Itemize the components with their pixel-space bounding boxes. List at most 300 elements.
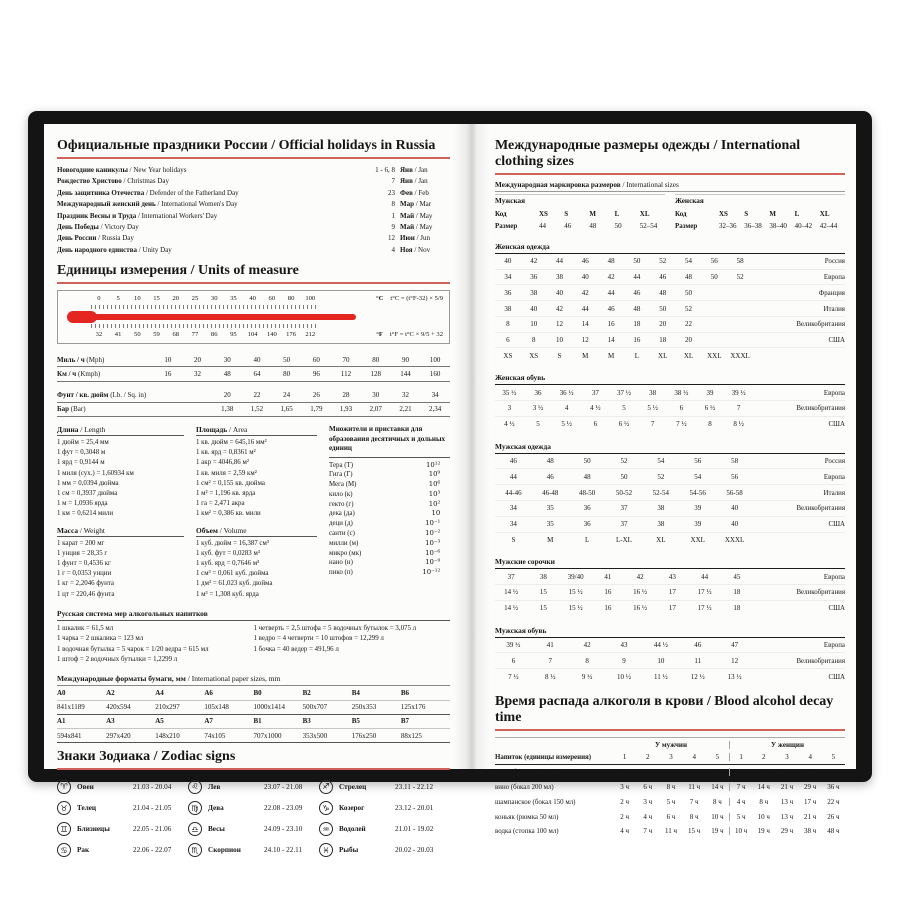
size-cell: 52 (659, 257, 667, 266)
area-volume-column (196, 425, 317, 600)
volume-header-en: / Volume (217, 525, 247, 535)
size-cell: XXXL (730, 351, 750, 360)
hours-cell: 15 ч (688, 827, 701, 836)
zodiac-sign-icon: ♐ (319, 780, 333, 794)
size-cell: 7 (548, 656, 553, 665)
size-cell: M (547, 535, 554, 544)
zodiac-item (57, 776, 188, 797)
holiday-name-en: / Victory Day (98, 223, 139, 232)
size-row (495, 485, 845, 501)
code-label: Код (495, 209, 507, 218)
red-rule (495, 173, 845, 175)
size-cell: 48-50 (578, 488, 596, 497)
zodiac-dates: 24.10 - 22.11 (264, 846, 303, 855)
size-cell: 39 (694, 520, 702, 529)
size-cell: 34 (509, 504, 517, 513)
size-row (495, 454, 845, 470)
hours-cell: 10 ч (729, 827, 752, 835)
hours-cell: 12 ч (711, 768, 724, 777)
hours-cell: 4 ч (729, 798, 752, 806)
size-cell: 58 (731, 456, 739, 465)
fahrenheit-tick: 86 (210, 331, 218, 339)
paper-sizes-header (57, 674, 450, 686)
paper-format: B6 (400, 689, 410, 698)
row-label-ru: Миль / ч (57, 355, 85, 364)
length-header-en: / Length (78, 425, 106, 434)
size-cell: 56 (694, 456, 702, 465)
length-item: 1 км = 0,6214 мили (57, 510, 114, 518)
holiday-month-en: / Feb (412, 188, 429, 197)
prefix-value: 10³ (428, 489, 441, 498)
mass-item: 1 цт = 220,46 фунта (57, 590, 115, 598)
prefix-name: деци (д) (329, 520, 353, 528)
size-cell: 52 (736, 272, 744, 281)
size-cell: 41 (546, 641, 554, 650)
size-cell: 11 (694, 656, 702, 665)
holiday-month (395, 199, 450, 210)
prefix-name: милли (м) (329, 539, 359, 547)
prefix-value: 10⁻¹² (422, 568, 441, 577)
size-cell: 46 (659, 272, 667, 281)
mens-clothing-header: Мужская одежда (495, 440, 845, 454)
size-row (495, 333, 845, 349)
prefix-name: Мега (М) (329, 481, 357, 489)
holiday-month-en: / Mar (414, 200, 432, 209)
size-cell: 48 (546, 456, 554, 465)
size-cell: 12 ½ (690, 672, 705, 681)
prefix-value: 10⁶ (428, 480, 441, 489)
zodiac-item (188, 797, 319, 818)
size-value: 44 (539, 221, 546, 230)
value-cell: 22 (253, 391, 261, 400)
count-cell: 3 (785, 752, 789, 761)
measure-item: 1 шкалик = 61,5 мл (57, 624, 114, 632)
size-cell: 56 (710, 257, 718, 266)
alcohol-decay-table (495, 765, 845, 839)
holiday-name-en: / Defender of the Fatherland Day (144, 188, 239, 197)
length-item: 1 ярд = 0,9144 м (57, 459, 105, 467)
size-cell: 4 ½ (504, 420, 515, 429)
hours-cell: 6 ч (643, 783, 653, 792)
zodiac-dates: 22.08 - 23.09 (264, 804, 303, 812)
zodiac-sign-icon: ♎ (188, 822, 202, 836)
size-cell: 50 (620, 472, 628, 481)
length-item: 1 мм = 0,0394 дюйма (57, 479, 119, 487)
holiday-row (57, 199, 450, 210)
size-cell: 15 ½ (568, 604, 583, 613)
size-cell: 50 (684, 288, 692, 297)
zodiac-dates: 20.02 - 20.03 (395, 846, 434, 855)
holiday-name-en: / International Women's Day (155, 200, 238, 209)
holiday-month-ru: Май (400, 211, 415, 220)
value-cell: 144 (400, 370, 411, 379)
volume-item: 1 куб. ярд = 0,7646 м³ (196, 560, 260, 568)
size-row (495, 669, 845, 684)
size-cell: 12 (581, 336, 589, 345)
size-cell: 40 (731, 504, 739, 513)
size-cell: 50 (659, 304, 667, 313)
row-label (57, 370, 153, 378)
paper-dimension: 420x594 (106, 703, 131, 712)
size-cell: 42 (583, 641, 591, 650)
mass-header (57, 526, 184, 537)
zodiac-name: Рак (77, 846, 90, 855)
size-code: XL (639, 209, 650, 218)
drink-label: шампанское (бокал 150 мл) (495, 798, 576, 806)
alcohol-counts-row (495, 751, 845, 765)
size-cell: 3 ½ (532, 404, 544, 413)
size-cell: 42 (555, 304, 563, 313)
fahrenheit-tick: 68 (172, 331, 180, 339)
size-label: Размер (675, 221, 698, 230)
paper-dimension: 148x210 (155, 731, 180, 740)
zodiac-sign-icon: ♌ (188, 780, 202, 794)
alcohol-row (495, 765, 845, 780)
women-sizes-row (675, 220, 845, 232)
zodiac-sign-icon: ♑ (319, 801, 333, 815)
hours-cell: 11 ч (664, 827, 677, 836)
thermometer-bar (67, 314, 356, 320)
value-cell: 2,21 (399, 405, 412, 414)
count-cell: 2 (646, 752, 650, 761)
size-cell: 6 (511, 656, 516, 665)
mass-item: 1 г = 0,0353 унции (57, 570, 112, 578)
zodiac-title (57, 749, 450, 765)
womens-clothing-header: Женская одежда (495, 240, 845, 254)
zodiac-grid (57, 776, 450, 861)
mass-item: 1 карат = 200 мг (57, 539, 105, 547)
size-cell: 15 (539, 604, 547, 613)
row-label (57, 356, 153, 364)
size-cell: 11 ½ (653, 672, 668, 681)
multiplier-row (329, 509, 440, 519)
zodiac-sign-icon: ♊ (57, 822, 71, 836)
hours-cell: 48 ч (827, 827, 840, 836)
holidays-list (57, 165, 450, 256)
value-cell: 80 (372, 355, 380, 364)
drink-label: пиво (бутылка 0,5 л) (495, 769, 555, 777)
size-cell: 7 ½ (508, 672, 519, 681)
holiday-month-ru: Июн (400, 234, 415, 243)
holiday-day: 7 (391, 177, 395, 186)
speed-conversion-table (57, 353, 450, 381)
paper-dimensions-row (57, 729, 450, 743)
country-label: Франция (818, 289, 845, 297)
size-cell: 38 (539, 572, 547, 581)
size-cell: 38 (555, 272, 563, 281)
size-cell: 42 (636, 572, 644, 581)
celsius-tick: 30 (210, 295, 218, 303)
size-cell: 36 (534, 388, 542, 397)
holiday-month-en: / Jan (412, 166, 428, 174)
holiday-month (395, 222, 450, 233)
hours-cell: 5 ч (643, 768, 653, 777)
area-list (196, 438, 317, 520)
country-label: Европа (823, 573, 845, 581)
size-cell: XL (683, 351, 694, 360)
fahrenheit-tick: 140 (266, 331, 277, 339)
fahrenheit-tick: 212 (305, 331, 316, 339)
celsius-tick: 5 (116, 295, 120, 303)
country-label: Россия (824, 457, 845, 465)
size-row (495, 601, 845, 616)
zodiac-name: Близнецы (77, 825, 110, 834)
zodiac-dates: 24.09 - 23.10 (264, 825, 303, 834)
marking-header (495, 181, 845, 192)
prefix-name: микро (мк) (329, 549, 362, 557)
page-gutter (454, 124, 490, 769)
hours-cell: 29 ч (804, 783, 817, 792)
value-cell: 1,38 (221, 405, 234, 414)
multiplier-row (329, 549, 440, 559)
zodiac-item (57, 819, 188, 840)
multiplier-row (329, 490, 440, 500)
paper-format: A1 (57, 717, 66, 726)
size-value: 48 (589, 221, 597, 230)
multiplier-row (329, 470, 440, 480)
size-cell: 8 (531, 336, 536, 345)
size-cell: 44-46 (505, 488, 522, 497)
size-cell: 18 (733, 604, 741, 613)
length-header (57, 425, 184, 436)
fahrenheit-tick: 176 (286, 331, 296, 339)
size-cell: 20 (684, 336, 692, 345)
hours-cell: 3 ч (620, 783, 629, 792)
size-cell: 40 (731, 520, 739, 529)
prefix-name: санти (с) (329, 530, 355, 538)
red-rule (57, 768, 450, 770)
country-label: США (828, 673, 845, 681)
paper-sizes-table (57, 686, 450, 743)
prefix-value: 10⁻¹ (425, 519, 441, 528)
size-cell: 6 (593, 420, 598, 429)
country-label: Италия (823, 489, 845, 497)
size-cell: 39 (706, 388, 714, 397)
fahrenheit-unit: °F (376, 331, 383, 339)
hours-cell: 30 ч (827, 768, 840, 777)
drink-label: коньяк (рюмка 50 мл) (495, 813, 559, 821)
size-cell: 50-52 (615, 488, 633, 497)
holiday-name-en: / New Year holidays (127, 166, 187, 174)
area-header-en: / Area (227, 425, 248, 434)
zodiac-name: Рыбы (339, 846, 359, 855)
hours-cell: 3 ч (643, 797, 653, 806)
value-cell: 32 (401, 391, 409, 400)
paper-dimension: 841x1189 (57, 703, 85, 712)
size-cell: 42 (581, 288, 589, 297)
code-label: Код (675, 209, 687, 218)
hours-cell: 18 ч (780, 768, 794, 777)
multiplier-row (329, 529, 440, 539)
holiday-month-en: / Nov (412, 245, 431, 254)
hours-cell: 11 ч (688, 783, 701, 792)
paper-format: B3 (302, 717, 311, 726)
size-row (495, 270, 845, 286)
value-cell: 60 (312, 355, 320, 364)
hours-cell: 21 ч (780, 783, 794, 792)
size-value: 36–38 (744, 221, 762, 230)
country-label: Россия (824, 258, 845, 266)
paper-dimension: 88x125 (400, 731, 422, 740)
size-row (495, 285, 845, 301)
prefix-value: 10⁻² (425, 529, 441, 538)
holiday-row (57, 176, 450, 187)
measure-item: 1 штоф = 2 водочных бутылки = 1,2299 л (57, 656, 178, 664)
hours-cell: 5 ч (729, 813, 752, 821)
multiplier-row (329, 519, 440, 529)
zodiac-name: Лев (208, 782, 221, 791)
size-cell: 38 (657, 520, 665, 529)
units-title-en: / Units of measure (187, 263, 299, 279)
size-cell: 52 (684, 304, 692, 313)
holiday-name-en: / Unity Day (137, 245, 172, 254)
size-cell: 17 ½ (697, 604, 712, 613)
size-cell: 5 ½ (647, 404, 658, 413)
alcohol-decay-title-ru: Время распада алкоголя в крови (495, 693, 704, 709)
size-code: S (744, 209, 749, 218)
value-cell: 2,07 (369, 405, 382, 414)
area-header (196, 425, 317, 436)
hours-cell: 8 ч (759, 797, 769, 806)
holiday-day: 1 (391, 211, 395, 220)
size-cell: 56 (731, 472, 739, 481)
size-cell: XXL (690, 535, 705, 544)
size-cell: 48 (684, 272, 692, 281)
size-code: XL (819, 209, 830, 218)
women-codes-row (675, 208, 845, 220)
country-label: США (828, 337, 845, 345)
value-cell: 1,79 (310, 405, 323, 414)
size-cell: 44 ½ (653, 641, 668, 650)
hours-cell: 14 ч (711, 783, 724, 792)
value-cell: 1,93 (339, 405, 353, 414)
country-label: Великобритания (796, 657, 845, 665)
size-cell: XL (656, 535, 666, 544)
size-cell: 44 (701, 572, 709, 581)
left-page (44, 124, 454, 855)
celsius-tick: 60 (268, 295, 276, 303)
size-cell: 8 (708, 420, 712, 429)
size-value: 38–40 (769, 221, 787, 230)
size-row (495, 348, 845, 363)
row-label-unit: (Lb. / Sq. in) (108, 391, 147, 400)
fahrenheit-tick: 77 (191, 331, 199, 339)
hours-cell: 10 ч (711, 812, 724, 821)
pressure-row (57, 403, 450, 417)
zodiac-name: Стрелец (339, 782, 367, 791)
size-row (495, 469, 845, 485)
size-code: XS (719, 209, 728, 218)
zodiac-dates: 21.01 - 19.02 (395, 825, 434, 834)
size-row (495, 385, 845, 401)
value-cell: 1,65 (280, 405, 293, 414)
paper-format: B5 (351, 717, 360, 726)
measure-item: 1 ведро = 4 четверти = 10 штофов = 12,299 л (253, 635, 384, 643)
size-label: Размер (495, 221, 518, 230)
holiday-row (57, 188, 450, 199)
volume-item: 1 дм³ = 61,023 куб. дюйма (196, 580, 273, 588)
holiday-name (57, 211, 361, 222)
size-cell: 52 (657, 472, 665, 481)
drink-column-header: Напиток (единицы измерения) (495, 753, 592, 761)
size-cell: 36 ½ (559, 388, 574, 397)
size-cell: 46 (607, 304, 615, 313)
paper-format: A5 (155, 717, 164, 726)
paper-sizes-header-ru: Международные форматы бумаги, мм (57, 674, 186, 684)
size-cell: 46 (581, 257, 589, 266)
holiday-name-ru: День народного единства (57, 245, 137, 254)
mass-list (57, 539, 184, 600)
size-cell: 7 ½ (676, 420, 687, 429)
fahrenheit-tick: 50 (134, 331, 141, 339)
prefix-name: кило (к) (329, 490, 353, 498)
size-cell: L (634, 351, 640, 360)
pressure-row (57, 389, 450, 403)
value-cell: 26 (312, 391, 320, 400)
size-value: 46 (564, 221, 572, 230)
size-cell: 54 (694, 472, 702, 481)
size-cell: 18 (633, 320, 641, 329)
size-cell: 3 (507, 404, 512, 413)
hours-cell: 2 ч (620, 797, 629, 806)
holiday-month-en: / May (414, 223, 433, 232)
hours-cell: 9 ч (689, 768, 699, 777)
size-cell: M (607, 351, 615, 360)
paper-format: A3 (106, 717, 115, 726)
size-code: M (769, 209, 776, 218)
size-cell: 39 (694, 504, 702, 513)
zodiac-dates: 23.07 - 21.08 (264, 782, 303, 791)
mass-item: 1 фунт = 0,4536 кг (57, 560, 111, 568)
measure-item: 1 водочная бутылка = 5 чарок = 1/20 ведра = 615 мл (57, 645, 209, 653)
value-cell: 80 (283, 370, 291, 379)
row-label-ru: Км / ч (57, 370, 77, 379)
paper-dimension: 1000x1414 (253, 703, 285, 712)
size-cell: 13 ½ (727, 672, 742, 681)
size-row (495, 401, 845, 417)
zodiac-name: Козерог (339, 804, 365, 812)
holiday-month-en: / Jan (412, 177, 428, 186)
volume-header (196, 526, 317, 537)
size-cell: 16 ½ (633, 588, 648, 597)
size-cell: 17 (668, 604, 676, 613)
hours-cell: 6 ч (666, 812, 676, 821)
paper-dimension: 707x1000 (253, 731, 282, 740)
size-cell: 37 (507, 572, 515, 581)
celsius-tick: 40 (249, 295, 256, 303)
paper-format: A2 (106, 689, 115, 698)
size-cell: 36 (583, 520, 591, 529)
length-mass-column (57, 425, 184, 600)
size-cell: 12 (731, 656, 739, 665)
area-item: 1 кв. ярд = 0,8361 м² (196, 449, 256, 457)
fahrenheit-tick: 95 (230, 331, 237, 339)
size-cell: 54 (684, 257, 692, 266)
zodiac-name: Водолей (339, 825, 366, 834)
count-cell: 1 (729, 753, 752, 761)
red-rule (57, 157, 450, 159)
size-cell: 44 (581, 304, 589, 313)
length-item: 1 дюйм = 25,4 мм (57, 439, 109, 446)
holiday-month (395, 211, 450, 222)
size-cell: 58 (736, 257, 744, 266)
area-item: 1 км² = 0,386 кв. мили (196, 510, 261, 518)
paper-format: B2 (302, 689, 311, 698)
holidays-title-en: / Official holidays in Russia (267, 138, 436, 153)
zodiac-sign-icon: ♒ (319, 822, 333, 836)
zodiac-sign-icon: ♏ (188, 843, 202, 857)
paper-dimension: 125x176 (400, 703, 426, 712)
